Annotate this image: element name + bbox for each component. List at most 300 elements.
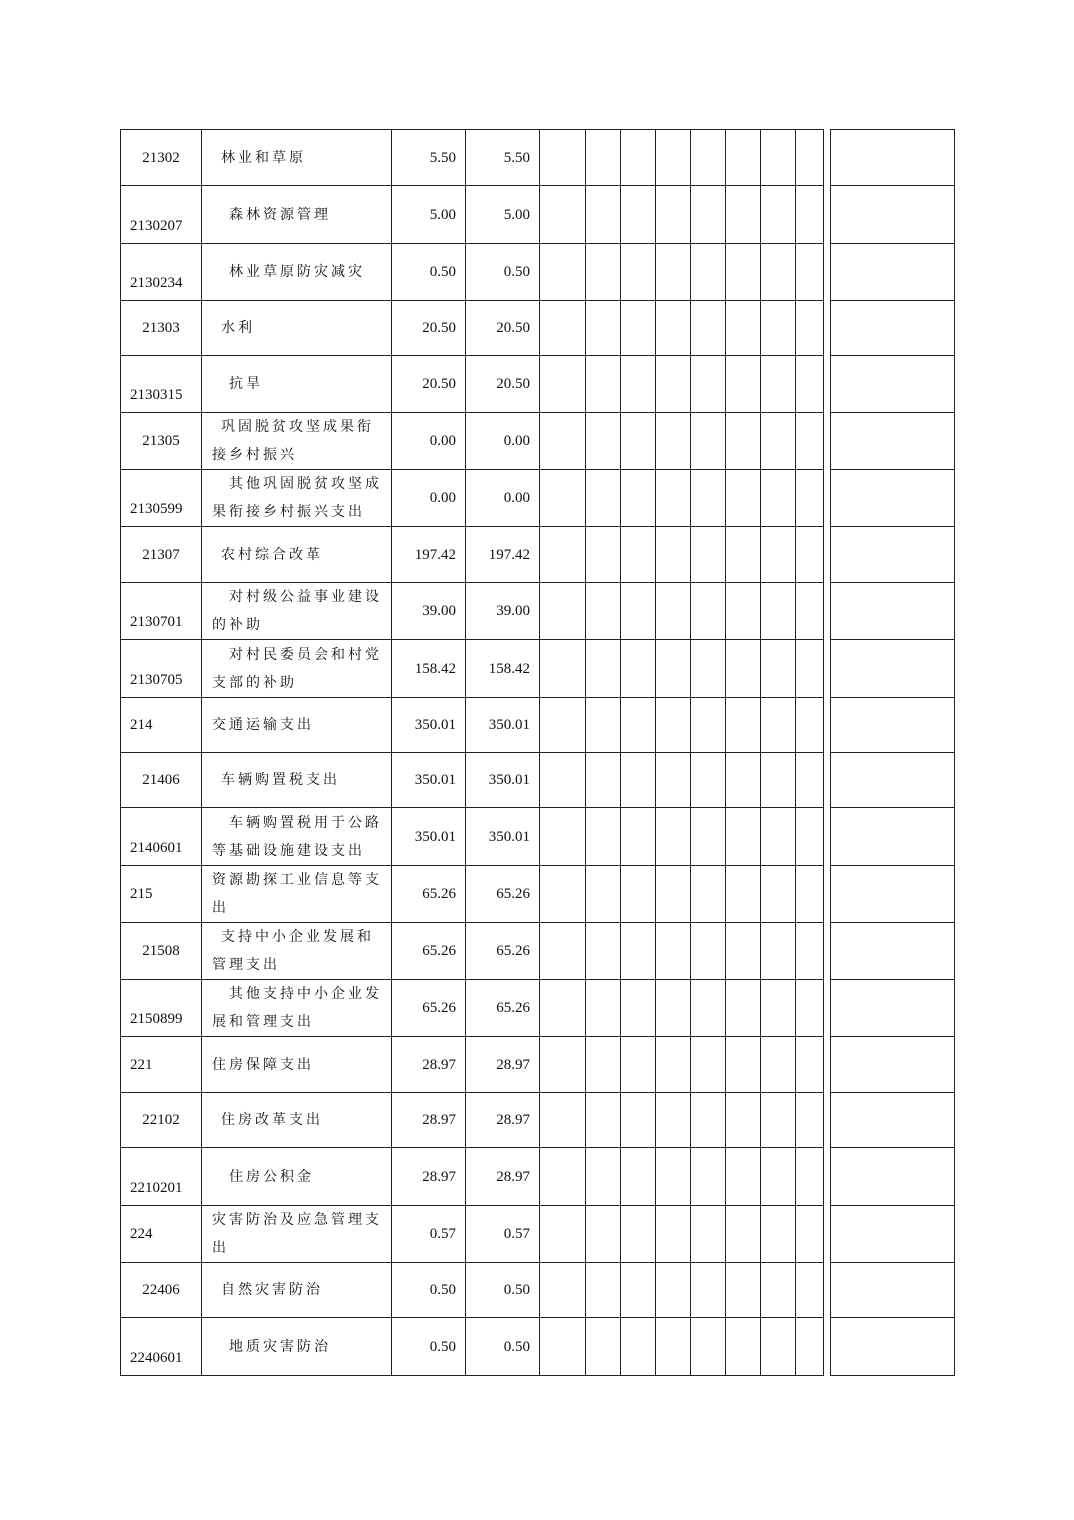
empty-cell	[540, 923, 586, 980]
empty-cell	[691, 866, 726, 923]
empty-cell	[656, 808, 691, 866]
empty-cell	[586, 923, 621, 980]
column-gap	[824, 186, 831, 244]
table-row	[121, 244, 955, 301]
total-amount-cell: 5.50	[392, 130, 466, 186]
empty-cell	[761, 470, 796, 527]
column-gap	[824, 1206, 831, 1263]
empty-cell	[691, 130, 726, 186]
empty-cell	[586, 866, 621, 923]
empty-cell	[831, 1206, 955, 1263]
total-amount-cell: 350.01	[392, 753, 466, 808]
empty-cell	[540, 753, 586, 808]
table-row	[121, 923, 955, 980]
empty-cell	[796, 186, 824, 244]
empty-cell	[726, 1093, 761, 1148]
empty-cell	[796, 753, 824, 808]
empty-cell	[621, 413, 656, 470]
empty-cell	[540, 1037, 586, 1093]
column-gap	[824, 470, 831, 527]
total-amount-cell: 197.42	[392, 527, 466, 583]
empty-cell	[621, 244, 656, 301]
empty-cell	[726, 1206, 761, 1263]
column-gap	[824, 923, 831, 980]
column-gap	[824, 527, 831, 583]
basic-amount-cell: 20.50	[466, 356, 540, 413]
subject-code-cell: 2130599	[121, 470, 202, 527]
empty-cell	[726, 753, 761, 808]
empty-cell	[691, 1206, 726, 1263]
empty-cell	[540, 1148, 586, 1206]
subject-code-cell: 21303	[121, 301, 202, 356]
table-row	[121, 413, 955, 470]
basic-amount-cell: 39.00	[466, 583, 540, 640]
empty-cell	[540, 301, 586, 356]
subject-name-cell: 农村综合改革	[202, 527, 392, 583]
empty-cell	[761, 301, 796, 356]
empty-cell	[540, 640, 586, 698]
empty-cell	[796, 1148, 824, 1206]
empty-cell	[656, 470, 691, 527]
empty-cell	[621, 1263, 656, 1318]
basic-amount-cell: 158.42	[466, 640, 540, 698]
empty-cell	[691, 640, 726, 698]
subject-code-cell: 2240601	[121, 1318, 202, 1376]
empty-cell	[656, 583, 691, 640]
empty-cell	[656, 1318, 691, 1376]
empty-cell	[621, 356, 656, 413]
total-amount-cell: 65.26	[392, 923, 466, 980]
empty-cell	[656, 1206, 691, 1263]
subject-code-cell: 224	[121, 1206, 202, 1263]
empty-cell	[796, 413, 824, 470]
table-row	[121, 980, 955, 1037]
subject-code-cell: 21406	[121, 753, 202, 808]
column-gap	[824, 356, 831, 413]
empty-cell	[691, 186, 726, 244]
empty-cell	[586, 244, 621, 301]
total-amount-cell: 65.26	[392, 866, 466, 923]
empty-cell	[540, 866, 586, 923]
basic-amount-cell: 28.97	[466, 1037, 540, 1093]
empty-cell	[540, 527, 586, 583]
column-gap	[824, 866, 831, 923]
subject-code-cell: 215	[121, 866, 202, 923]
table-row	[121, 356, 955, 413]
empty-cell	[761, 583, 796, 640]
empty-cell	[726, 640, 761, 698]
table-row	[121, 698, 955, 753]
total-amount-cell: 65.26	[392, 980, 466, 1037]
basic-amount-cell: 28.97	[466, 1148, 540, 1206]
empty-cell	[540, 1206, 586, 1263]
empty-cell	[796, 527, 824, 583]
empty-cell	[726, 301, 761, 356]
total-amount-cell: 158.42	[392, 640, 466, 698]
basic-amount-cell: 65.26	[466, 866, 540, 923]
empty-cell	[726, 186, 761, 244]
total-amount-cell: 0.50	[392, 244, 466, 301]
column-gap	[824, 640, 831, 698]
empty-cell	[691, 808, 726, 866]
column-gap	[824, 583, 831, 640]
empty-cell	[691, 244, 726, 301]
empty-cell	[796, 583, 824, 640]
empty-cell	[796, 980, 824, 1037]
empty-cell	[831, 470, 955, 527]
empty-cell	[726, 808, 761, 866]
table-row	[121, 1148, 955, 1206]
total-amount-cell: 20.50	[392, 301, 466, 356]
empty-cell	[586, 698, 621, 753]
column-gap	[824, 1037, 831, 1093]
subject-name-cell: 其他支持中小企业发展和管理支出	[202, 980, 392, 1037]
empty-cell	[691, 583, 726, 640]
column-gap	[824, 1263, 831, 1318]
budget-table	[120, 129, 955, 1376]
subject-name-cell: 林业和草原	[202, 130, 392, 186]
table-row	[121, 1318, 955, 1376]
empty-cell	[586, 356, 621, 413]
empty-cell	[761, 1093, 796, 1148]
subject-code-cell: 2130207	[121, 186, 202, 244]
empty-cell	[726, 413, 761, 470]
empty-cell	[761, 640, 796, 698]
table-row	[121, 1206, 955, 1263]
empty-cell	[656, 698, 691, 753]
empty-cell	[621, 808, 656, 866]
empty-cell	[831, 1037, 955, 1093]
empty-cell	[761, 980, 796, 1037]
basic-amount-cell: 350.01	[466, 808, 540, 866]
subject-code-cell: 21305	[121, 413, 202, 470]
empty-cell	[621, 753, 656, 808]
empty-cell	[691, 753, 726, 808]
table-row	[121, 640, 955, 698]
table-row	[121, 583, 955, 640]
empty-cell	[656, 640, 691, 698]
empty-cell	[656, 413, 691, 470]
empty-cell	[726, 1263, 761, 1318]
empty-cell	[691, 1037, 726, 1093]
empty-cell	[796, 1206, 824, 1263]
subject-name-cell: 住房改革支出	[202, 1093, 392, 1148]
empty-cell	[586, 527, 621, 583]
subject-name-cell: 地质灾害防治	[202, 1318, 392, 1376]
basic-amount-cell: 65.26	[466, 923, 540, 980]
empty-cell	[726, 698, 761, 753]
column-gap	[824, 130, 831, 186]
subject-code-cell: 2210201	[121, 1148, 202, 1206]
empty-cell	[726, 130, 761, 186]
empty-cell	[691, 1263, 726, 1318]
table-row	[121, 301, 955, 356]
basic-amount-cell: 5.00	[466, 186, 540, 244]
empty-cell	[691, 923, 726, 980]
subject-name-cell: 交通运输支出	[202, 698, 392, 753]
empty-cell	[831, 808, 955, 866]
empty-cell	[540, 186, 586, 244]
empty-cell	[586, 980, 621, 1037]
empty-cell	[621, 1037, 656, 1093]
empty-cell	[726, 583, 761, 640]
empty-cell	[831, 923, 955, 980]
empty-cell	[540, 1093, 586, 1148]
table-row	[121, 866, 955, 923]
empty-cell	[726, 1318, 761, 1376]
subject-name-cell: 车辆购置税支出	[202, 753, 392, 808]
subject-name-cell: 森林资源管理	[202, 186, 392, 244]
total-amount-cell: 0.00	[392, 470, 466, 527]
empty-cell	[656, 356, 691, 413]
empty-cell	[621, 923, 656, 980]
subject-name-cell: 其他巩固脱贫攻坚成果衔接乡村振兴支出	[202, 470, 392, 527]
empty-cell	[691, 980, 726, 1037]
empty-cell	[621, 301, 656, 356]
empty-cell	[621, 470, 656, 527]
subject-code-cell: 2150899	[121, 980, 202, 1037]
empty-cell	[796, 301, 824, 356]
empty-cell	[540, 1263, 586, 1318]
empty-cell	[656, 244, 691, 301]
empty-cell	[540, 470, 586, 527]
total-amount-cell: 20.50	[392, 356, 466, 413]
column-gap	[824, 1148, 831, 1206]
empty-cell	[586, 1263, 621, 1318]
empty-cell	[586, 583, 621, 640]
empty-cell	[691, 527, 726, 583]
column-gap	[824, 808, 831, 866]
empty-cell	[586, 753, 621, 808]
empty-cell	[726, 244, 761, 301]
total-amount-cell: 28.97	[392, 1093, 466, 1148]
table-row	[121, 1037, 955, 1093]
empty-cell	[621, 1093, 656, 1148]
empty-cell	[540, 130, 586, 186]
empty-cell	[831, 527, 955, 583]
column-gap	[824, 413, 831, 470]
basic-amount-cell: 0.57	[466, 1206, 540, 1263]
basic-amount-cell: 0.00	[466, 470, 540, 527]
column-gap	[824, 301, 831, 356]
empty-cell	[691, 413, 726, 470]
empty-cell	[586, 1148, 621, 1206]
basic-amount-cell: 5.50	[466, 130, 540, 186]
subject-code-cell: 21302	[121, 130, 202, 186]
empty-cell	[656, 1093, 691, 1148]
empty-cell	[726, 470, 761, 527]
table-row	[121, 470, 955, 527]
basic-amount-cell: 0.50	[466, 244, 540, 301]
subject-name-cell: 对村民委员会和村党支部的补助	[202, 640, 392, 698]
basic-amount-cell: 28.97	[466, 1093, 540, 1148]
empty-cell	[726, 1148, 761, 1206]
empty-cell	[656, 130, 691, 186]
empty-cell	[540, 583, 586, 640]
basic-amount-cell: 350.01	[466, 698, 540, 753]
total-amount-cell: 28.97	[392, 1037, 466, 1093]
subject-name-cell: 林业草原防灾减灾	[202, 244, 392, 301]
empty-cell	[831, 980, 955, 1037]
empty-cell	[621, 186, 656, 244]
subject-name-cell: 资源勘探工业信息等支出	[202, 866, 392, 923]
empty-cell	[621, 1318, 656, 1376]
empty-cell	[761, 1037, 796, 1093]
empty-cell	[831, 866, 955, 923]
empty-cell	[621, 527, 656, 583]
subject-code-cell: 21508	[121, 923, 202, 980]
empty-cell	[656, 1148, 691, 1206]
empty-cell	[761, 527, 796, 583]
subject-code-cell: 214	[121, 698, 202, 753]
empty-cell	[540, 413, 586, 470]
empty-cell	[796, 866, 824, 923]
empty-cell	[621, 980, 656, 1037]
empty-cell	[796, 1318, 824, 1376]
empty-cell	[540, 808, 586, 866]
empty-cell	[761, 130, 796, 186]
subject-code-cell: 2140601	[121, 808, 202, 866]
column-gap	[824, 1093, 831, 1148]
basic-amount-cell: 0.50	[466, 1263, 540, 1318]
empty-cell	[540, 356, 586, 413]
subject-code-cell: 2130701	[121, 583, 202, 640]
empty-cell	[656, 301, 691, 356]
empty-cell	[656, 923, 691, 980]
total-amount-cell: 0.50	[392, 1318, 466, 1376]
empty-cell	[761, 356, 796, 413]
empty-cell	[656, 980, 691, 1037]
column-gap	[824, 1318, 831, 1376]
basic-amount-cell: 65.26	[466, 980, 540, 1037]
empty-cell	[621, 640, 656, 698]
empty-cell	[586, 413, 621, 470]
subject-code-cell: 21307	[121, 527, 202, 583]
empty-cell	[796, 130, 824, 186]
subject-name-cell: 水利	[202, 301, 392, 356]
empty-cell	[761, 186, 796, 244]
empty-cell	[761, 1318, 796, 1376]
table-row	[121, 527, 955, 583]
empty-cell	[586, 130, 621, 186]
empty-cell	[586, 1093, 621, 1148]
empty-cell	[761, 753, 796, 808]
empty-cell	[761, 923, 796, 980]
subject-name-cell: 对村级公益事业建设的补助	[202, 583, 392, 640]
empty-cell	[726, 527, 761, 583]
empty-cell	[656, 866, 691, 923]
empty-cell	[831, 753, 955, 808]
empty-cell	[761, 1206, 796, 1263]
empty-cell	[726, 356, 761, 413]
empty-cell	[691, 698, 726, 753]
empty-cell	[691, 301, 726, 356]
empty-cell	[831, 186, 955, 244]
empty-cell	[621, 866, 656, 923]
empty-cell	[621, 1148, 656, 1206]
empty-cell	[761, 1263, 796, 1318]
subject-code-cell: 2130315	[121, 356, 202, 413]
empty-cell	[831, 1093, 955, 1148]
subject-code-cell: 2130234	[121, 244, 202, 301]
empty-cell	[726, 866, 761, 923]
empty-cell	[796, 640, 824, 698]
empty-cell	[831, 1263, 955, 1318]
total-amount-cell: 0.57	[392, 1206, 466, 1263]
empty-cell	[831, 244, 955, 301]
table-row	[121, 130, 955, 186]
empty-cell	[831, 1148, 955, 1206]
table-row	[121, 1093, 955, 1148]
empty-cell	[761, 808, 796, 866]
table-row	[121, 753, 955, 808]
empty-cell	[831, 583, 955, 640]
empty-cell	[831, 130, 955, 186]
empty-cell	[540, 1318, 586, 1376]
empty-cell	[586, 301, 621, 356]
empty-cell	[621, 583, 656, 640]
empty-cell	[586, 1037, 621, 1093]
table-row	[121, 1263, 955, 1318]
subject-code-cell: 22406	[121, 1263, 202, 1318]
subject-name-cell: 车辆购置税用于公路等基础设施建设支出	[202, 808, 392, 866]
basic-amount-cell: 0.00	[466, 413, 540, 470]
empty-cell	[831, 301, 955, 356]
empty-cell	[761, 413, 796, 470]
empty-cell	[691, 356, 726, 413]
column-gap	[824, 753, 831, 808]
total-amount-cell: 0.50	[392, 1263, 466, 1318]
empty-cell	[586, 1206, 621, 1263]
empty-cell	[540, 698, 586, 753]
empty-cell	[831, 640, 955, 698]
empty-cell	[656, 753, 691, 808]
empty-cell	[796, 808, 824, 866]
column-gap	[824, 980, 831, 1037]
empty-cell	[586, 470, 621, 527]
total-amount-cell: 350.01	[392, 698, 466, 753]
total-amount-cell: 350.01	[392, 808, 466, 866]
total-amount-cell: 5.00	[392, 186, 466, 244]
subject-name-cell: 住房保障支出	[202, 1037, 392, 1093]
empty-cell	[796, 470, 824, 527]
table-row	[121, 186, 955, 244]
empty-cell	[656, 527, 691, 583]
empty-cell	[796, 1263, 824, 1318]
empty-cell	[540, 980, 586, 1037]
empty-cell	[586, 808, 621, 866]
total-amount-cell: 0.00	[392, 413, 466, 470]
empty-cell	[761, 698, 796, 753]
empty-cell	[726, 1037, 761, 1093]
subject-name-cell: 巩固脱贫攻坚成果衔接乡村振兴	[202, 413, 392, 470]
empty-cell	[586, 640, 621, 698]
subject-name-cell: 支持中小企业发展和管理支出	[202, 923, 392, 980]
empty-cell	[691, 470, 726, 527]
empty-cell	[796, 356, 824, 413]
subject-name-cell: 住房公积金	[202, 1148, 392, 1206]
empty-cell	[761, 244, 796, 301]
empty-cell	[586, 186, 621, 244]
empty-cell	[540, 244, 586, 301]
empty-cell	[831, 1318, 955, 1376]
empty-cell	[621, 130, 656, 186]
empty-cell	[691, 1093, 726, 1148]
empty-cell	[586, 1318, 621, 1376]
subject-name-cell: 抗旱	[202, 356, 392, 413]
column-gap	[824, 698, 831, 753]
empty-cell	[726, 923, 761, 980]
